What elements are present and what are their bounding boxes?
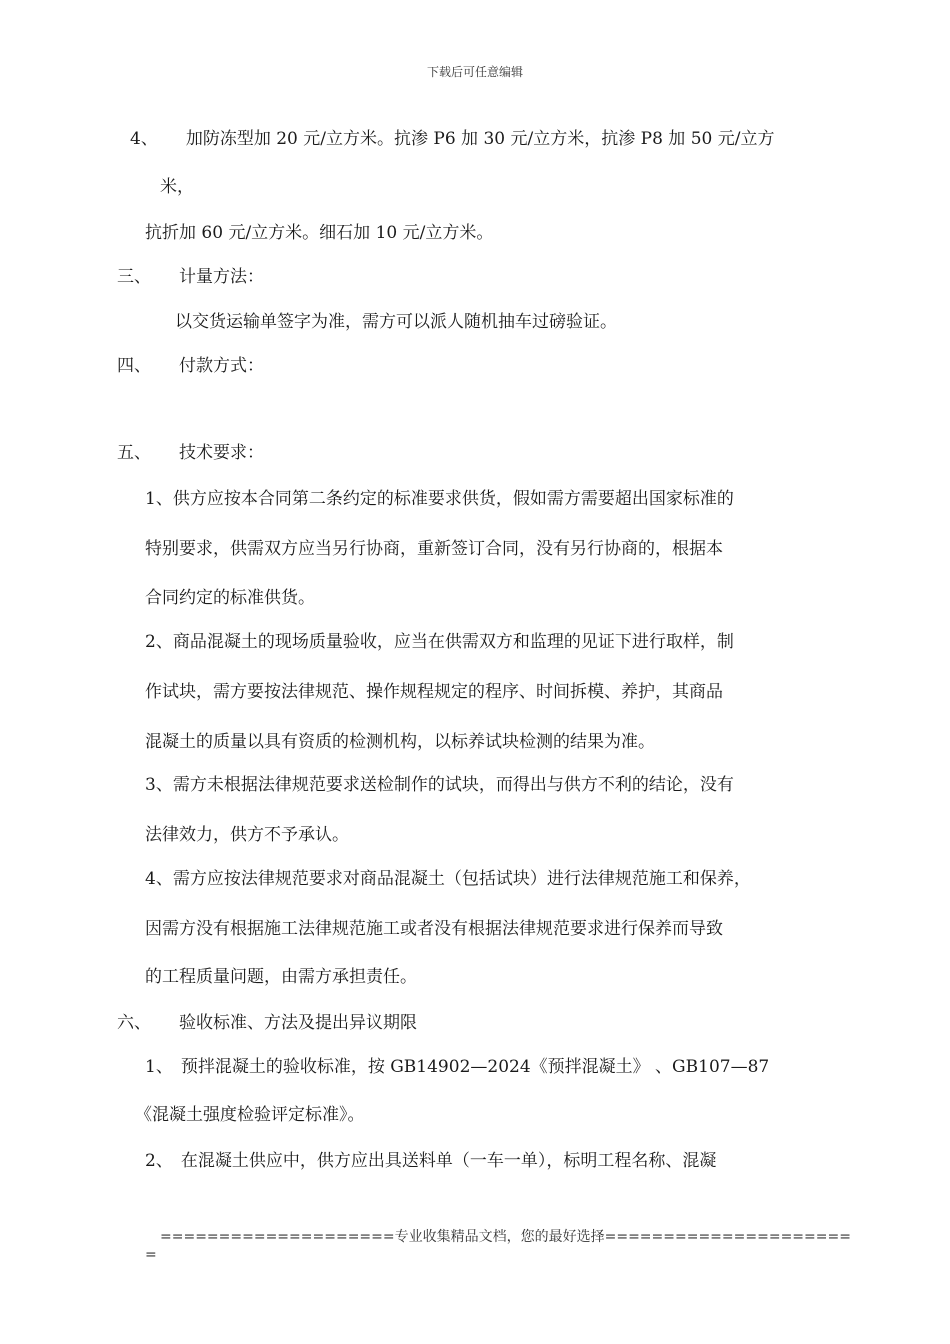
section-title: 技术要求：	[179, 443, 264, 463]
section-number: 三、	[117, 267, 151, 287]
section-5-item-2-line-1: 2、商品混凝土的现场质量验收，应当在供需双方和监理的见证下进行取样，制	[145, 632, 734, 652]
list-number: 1、	[145, 1057, 173, 1077]
section-5-item-1-line-1: 1、供方应按本合同第二条约定的标准要求供货，假如需方需要超出国家标准的	[145, 489, 734, 509]
page-footer-line-1: ====================专业收集精品文档，您的最好选择=====================	[160, 1229, 851, 1245]
section-5-item-4-line-1: 4、需方应按法律规范要求对商品混凝土（包括试块）进行法律规范施工和保养，	[145, 869, 751, 889]
section-5-item-1-line-2: 特别要求，供需双方应当另行协商，重新签订合同，没有另行协商的，根据本	[145, 539, 723, 559]
list-number: 4、	[130, 129, 158, 149]
list-number: 2、	[145, 1151, 173, 1171]
page-footer-line-2: =	[145, 1247, 157, 1263]
section-title: 付款方式：	[179, 356, 264, 376]
section-number: 五、	[117, 443, 151, 463]
section-6-item-1-line-2: 《混凝土强度检验评定标准》。	[135, 1105, 365, 1125]
clause-4-line-1	[130, 128, 774, 150]
section-3-body: 以交货运输单签字为准，需方可以派人随机抽车过磅验证。	[175, 312, 617, 332]
section-5-item-1-line-3: 合同约定的标准供货。	[145, 588, 315, 608]
section-6-item-1-line-1	[145, 1056, 769, 1078]
section-title: 计量方法：	[179, 267, 264, 287]
section-5-item-3-line-2: 法律效力，供方不予承认。	[145, 825, 349, 845]
section-6-item-2-line-1	[145, 1150, 716, 1172]
section-5-item-4-line-3: 的工程质量问题，由需方承担责任。	[145, 967, 417, 987]
line-text: 加防冻型加 20 元/立方米。抗渗 P6 加 30 元/立方米，抗渗 P8 加 50 元/立方	[185, 129, 775, 149]
clause-4-line-3: 抗折加 60 元/立方米。细石加 10 元/立方米。	[145, 223, 494, 243]
clause-4-line-2: 米，	[160, 177, 194, 197]
section-title: 验收标准、方法及提出异议期限	[179, 1013, 417, 1033]
section-number: 六、	[117, 1013, 151, 1033]
section-5-item-2-line-3: 混凝土的质量以具有资质的检测机构，以标养试块检测的结果为准。	[145, 732, 655, 752]
section-5-item-3-line-1: 3、需方未根据法律规范要求送检制作的试块，而得出与供方不利的结论，没有	[145, 775, 734, 795]
section-number: 四、	[117, 356, 151, 376]
section-4-heading	[117, 355, 264, 377]
section-5-item-4-line-2: 因需方没有根据施工法律规范施工或者没有根据法律规范要求进行保养而导致	[145, 919, 723, 939]
section-5-item-2-line-2: 作试块，需方要按法律规范、操作规程规定的程序、时间拆模、养护，其商品	[145, 682, 723, 702]
page-header: 下载后可任意编辑	[426, 65, 523, 79]
line-text: 预拌混凝土的验收标准，按 GB14902—2024《预拌混凝土》 、GB107—87	[180, 1057, 770, 1077]
section-3-heading	[117, 266, 264, 288]
line-text: 在混凝土供应中，供方应出具送料单（一车一单），标明工程名称、混凝	[180, 1151, 717, 1171]
section-6-heading	[117, 1012, 417, 1034]
section-5-heading	[117, 442, 264, 464]
